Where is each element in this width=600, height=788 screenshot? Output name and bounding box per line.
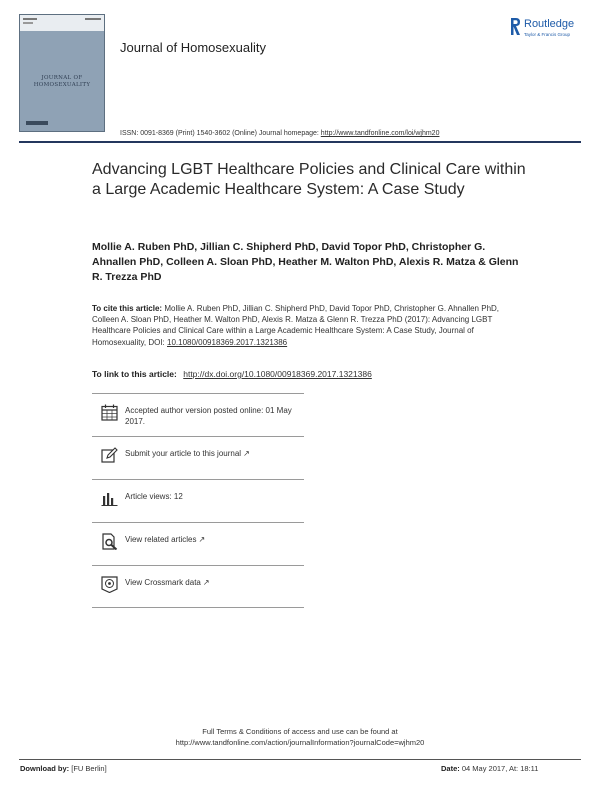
info-row-views [92, 479, 304, 522]
cover-top-strip [20, 15, 104, 31]
info-row-accepted [92, 393, 304, 436]
download-date [441, 764, 538, 773]
cover-title-line2: HOMOSEXUALITY [33, 82, 91, 88]
external-link-icon: ↗ [243, 449, 250, 458]
article-info-list [92, 393, 304, 608]
article-title: Advancing LGBT Healthcare Policies and Clinical Care within a Large Academic Healthcare System: A Case Study [92, 161, 526, 198]
related-articles-link[interactable] [125, 535, 300, 546]
crossmark-link[interactable] [125, 578, 300, 589]
footer-divider [19, 759, 581, 760]
info-row-crossmark[interactable] [92, 565, 304, 608]
cite-label: To cite this article: [92, 304, 163, 313]
issn-line [120, 130, 439, 137]
crossmark-arrow-icon: ↗ [202, 578, 210, 587]
bar-chart-icon [101, 490, 118, 507]
info-row-related[interactable] [92, 522, 304, 565]
citation-block [92, 303, 502, 348]
download-value: [FU Berlin] [71, 764, 107, 773]
accepted-text: Accepted author version posted online: 01 May 2017. [125, 406, 292, 426]
issn-text: ISSN: 0091-8369 (Print) 1540-3602 (Online) Journal homepage: [120, 130, 319, 137]
views-text: Article views: 12 [125, 492, 183, 501]
terms-and-conditions [0, 726, 600, 748]
external-link-icon: ↗ [198, 535, 206, 544]
publisher-name: Routledge [524, 18, 575, 30]
submit-article-link[interactable] [125, 449, 300, 460]
journal-cover-image [19, 14, 105, 132]
cover-logo-mark [26, 121, 48, 125]
cite-doi-link[interactable]: 10.1080/00918369.2017.1321386 [167, 337, 288, 347]
cover-title-line1: JOURNAL OF [41, 75, 83, 81]
article-authors: Mollie A. Ruben PhD, Jillian C. Shipherd PhD, David Topor PhD, Christopher G. Ahnallen PhD, Colleen A. Sloan PhD, Heather M. Walton PhD, Alexis R. Matza & Glenn R. Trezza PhD [92, 241, 519, 283]
article-link-line [92, 369, 372, 379]
journal-homepage-link[interactable]: http://www.tandfonline.com/loi/wjhm20 [320, 130, 440, 137]
article-doi-link[interactable]: http://dx.doi.org/10.1080/00918369.2017.1321386 [183, 369, 372, 379]
submit-text: Submit your article to this journal [125, 449, 242, 458]
edit-icon [101, 447, 118, 464]
crossmark-icon [101, 576, 118, 593]
date-value: 04 May 2017, At: 18:11 [461, 764, 539, 773]
calendar-icon [101, 404, 118, 421]
header-divider [19, 141, 581, 143]
cover-title [20, 75, 104, 89]
terms-url-link[interactable]: http://www.tandfonline.com/action/journalInformation?journalCode=wjhm20 [175, 738, 425, 747]
info-row-submit[interactable] [92, 436, 304, 479]
terms-line-1: Full Terms & Conditions of access and use can be found at [202, 727, 398, 736]
cite-text: Mollie A. Ruben PhD, Jillian C. Shipherd PhD, David Topor PhD, Christopher G. Ahnallen PhD, Colleen A. Sloan PhD, Heather M. Walton PhD, Alexis R. Matza & Glenn R. Trezza PhD (2017): Advancing LGBT Healthcare Policies and Clinical Care within a Large Academic Healthcare System: A Case Study, Journal of Homosexuality, DOI: [92, 304, 500, 347]
crossmark-text: View Crossmark data [125, 578, 201, 587]
link-label: To link to this article: [92, 369, 177, 379]
search-document-icon [101, 533, 118, 550]
journal-title: Journal of Homosexuality [120, 40, 266, 55]
routledge-r-icon [510, 17, 521, 36]
date-label: Date: [441, 764, 460, 773]
publisher-subtitle: Taylor & Francis Group [524, 32, 571, 37]
publisher-logo [510, 16, 590, 46]
download-label: Download by: [20, 764, 70, 773]
related-text: View related articles [125, 535, 197, 544]
download-info [20, 764, 107, 773]
